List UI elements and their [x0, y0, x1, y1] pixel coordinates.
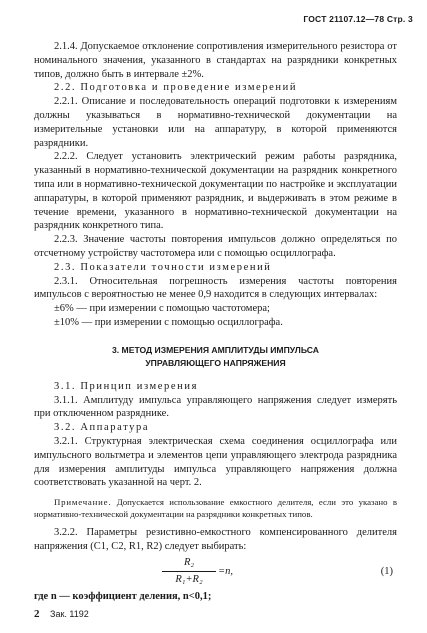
heading-2-3: 2.3. Показатели точности измерений [54, 261, 272, 273]
section-3-title-line1: 3. МЕТОД ИЗМЕРЕНИЯ АМПЛИТУДЫ ИМПУЛЬСА [112, 344, 319, 355]
paragraph-2-2-2: 2.2.2. Следует установить электрический режим работы разрядника, указанный в нормативно-технической документации на разрядник конкретного типа или в нормативно-технической документации по настройке и эксплуатации аппаратуры, в которой применяют разрядник, и выдерживать в этом режиме в течение времени, указанного в нормативно-технической документации на разрядник конкретного типа. [34, 151, 397, 232]
order-number: Зак. 1192 [50, 609, 89, 619]
paragraph-3-2-2: 3.2.2. Параметры резистивно-емкостного компенсированного делителя напряжения (C1, C2, R1, R2) следует выбирать: [34, 527, 397, 552]
document-body [34, 40, 397, 604]
section-3-title-line2: УПРАВЛЯЮЩЕГО НАПРЯЖЕНИЯ [145, 357, 286, 368]
section-3-title [34, 344, 397, 370]
page-header: ГОСТ 21107.12—78 Стр. 3 [303, 14, 413, 24]
formula-1 [34, 554, 397, 590]
paragraph-3-2-1: 3.2.1. Структурная электрическая схема соединения осциллографа или импульсного вольтметра и элементов цепи управляющего электрода разрядника для измерения амплитуды импульса управляющего напряжения должна соответствовать указанной на черт. 2. [34, 435, 397, 489]
formula-rhs: =n, [218, 565, 233, 577]
interval-item-1: ±6% — при измерении с помощью частотомера; [54, 303, 270, 315]
note [34, 496, 397, 520]
formula-denominator: R₁+R₂ [175, 573, 203, 585]
page-footer [34, 608, 89, 620]
heading-3-2: 3.2. Аппаратура [54, 422, 150, 434]
note-text: Допускается использование емкостного делителя, если это указано в нормативно-технической документации на разрядники конкретных типов. [34, 497, 397, 520]
paragraph-2-2-3: 2.2.3. Значение частоты повторения импульсов должно определяться по отсчетному устройству частотомера или с помощью осциллографа. [34, 234, 397, 259]
interval-item-2: ±10% — при измерении с помощью осциллографа. [54, 316, 283, 328]
heading-3-1: 3.1. Принцип измерения [54, 380, 199, 392]
paragraph-2-2-1: 2.2.1. Описание и последовательность операций подготовки к измерениям должны указываться в нормативно-технической документации на измерительные установки или на аппаратуру, в которой применяются разрядники. [34, 96, 397, 149]
where-line: где n — коэффициент деления, n<0,1; [34, 590, 212, 602]
paragraph-3-1-1: 3.1.1. Амплитуду импульса управляющего напряжения следует измерять при отключенном разряднике. [34, 394, 397, 420]
paragraph-2-1-4: 2.1.4. Допускаемое отклонение сопротивления измерительного резистора от номинального значения, указанного в стандартах на разрядники конкретных типов, должно быть в интервале ±2%. [34, 41, 397, 80]
note-lead: Примечание. [54, 497, 112, 508]
page-number: 2 [34, 608, 40, 620]
formula-number: (1) [380, 565, 393, 577]
heading-2-2: 2.2. Подготовка и проведение измерений [54, 82, 298, 94]
formula-numerator: R₂ [162, 556, 216, 572]
paragraph-2-3-1: 2.3.1. Относительная погрешность измерения частоты повторения импульсов с вероятностью не менее 0,9 находится в следующих интервалах: [34, 275, 397, 301]
formula-fraction [162, 556, 216, 587]
